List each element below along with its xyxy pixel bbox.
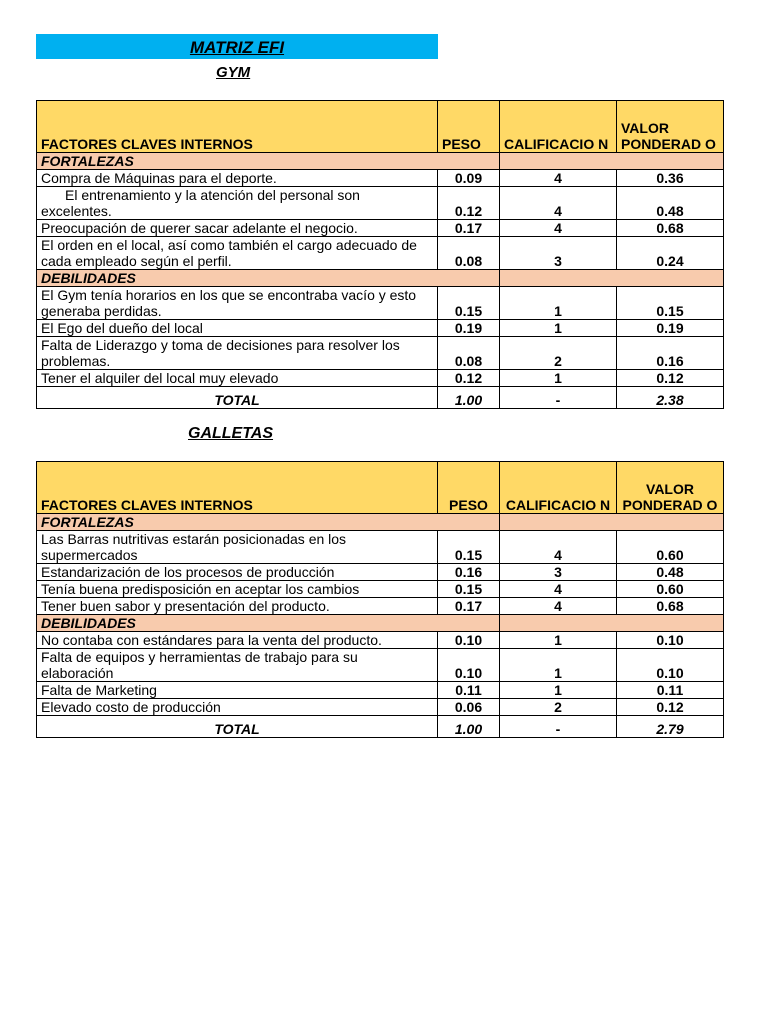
header-factor: FACTORES CLAVES INTERNOS (37, 101, 438, 153)
section-fortalezas (37, 514, 724, 531)
section-debilidades (37, 270, 724, 287)
gym-efi-table (36, 100, 724, 409)
table-row: Preocupación de querer sacar adelante el negocio. 0.17 4 0.68 (37, 220, 724, 237)
table-row: El orden en el local, así como también el cargo adecuado de cada empleado según el perfil. 0.08 3 0.24 (37, 237, 724, 270)
galletas-subtitle: GALLETAS (188, 425, 274, 442)
table-row: Tener el alquiler del local muy elevado 0.12 1 0.12 (37, 370, 724, 387)
section-debilidades (37, 615, 724, 632)
total-row: TOTAL 1.00 - 2.38 (37, 387, 724, 409)
table-row: Estandarización de los procesos de producción 0.16 3 0.48 (37, 564, 724, 581)
table-row: El Ego del dueño del local 0.19 1 0.19 (37, 320, 724, 337)
table-row: El entrenamiento y la atención del personal son excelentes. 0.12 4 0.48 (37, 187, 724, 220)
table-row: El Gym tenía horarios en los que se encontraba vacío y esto generaba perdidas. 0.15 1 0.15 (37, 287, 724, 320)
table-header-row (37, 101, 724, 153)
table-row: Falta de Liderazgo y toma de decisiones para resolver los problemas. 0.08 2 0.16 (37, 337, 724, 370)
section-fortalezas (37, 153, 724, 170)
header-peso: PESO (438, 462, 500, 514)
header-calificacion: CALIFICACIO N (500, 462, 617, 514)
table-row: Falta de Marketing 0.11 1 0.11 (37, 682, 724, 699)
gym-subtitle: GYM (216, 64, 251, 81)
section-label: DEBILIDADES (37, 615, 500, 632)
section-label: FORTALEZAS (37, 514, 500, 531)
header-valor: VALOR PONDERAD O (617, 101, 724, 153)
page-title: MATRIZ EFI (189, 38, 285, 57)
table-row: Elevado costo de producción 0.06 2 0.12 (37, 699, 724, 716)
table-row: Falta de equipos y herramientas de trabajo para su elaboración 0.10 1 0.10 (37, 649, 724, 682)
table-row: Las Barras nutritivas estarán posicionadas en los supermercados 0.15 4 0.60 (37, 531, 724, 564)
header-peso: PESO (438, 101, 500, 153)
galletas-efi-table (36, 461, 724, 738)
section-label: FORTALEZAS (37, 153, 500, 170)
table-row: Tenía buena predisposición en aceptar los cambios 0.15 4 0.60 (37, 581, 724, 598)
section-label: DEBILIDADES (37, 270, 500, 287)
header-factor: FACTORES CLAVES INTERNOS (37, 462, 438, 514)
table-header-row (37, 462, 724, 514)
table-row: Compra de Máquinas para el deporte. 0.09 4 0.36 (37, 170, 724, 187)
total-row: TOTAL 1.00 - 2.79 (37, 716, 724, 738)
header-valor: VALOR PONDERAD O (617, 462, 724, 514)
table-row: Tener buen sabor y presentación del producto. 0.17 4 0.68 (37, 598, 724, 615)
title-banner (36, 34, 438, 59)
table-row: No contaba con estándares para la venta del producto. 0.10 1 0.10 (37, 632, 724, 649)
header-calificacion: CALIFICACIO N (500, 101, 617, 153)
